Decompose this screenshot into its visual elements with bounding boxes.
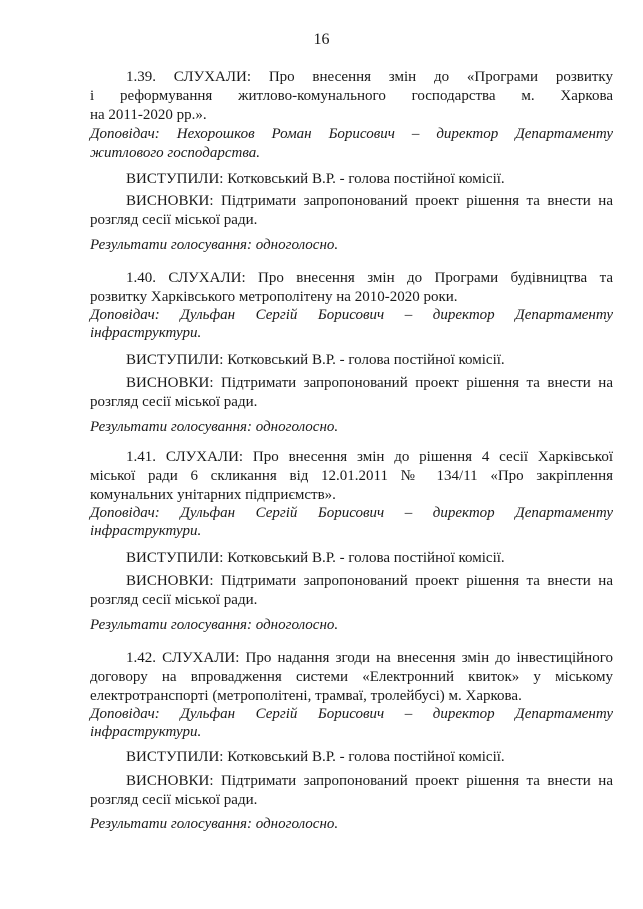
listened-line: договору на впровадження системи «Електронний квиток» у міському	[90, 669, 613, 685]
listened-line: 1.41. СЛУХАЛИ: Про внесення змін до рішення 4 сесії Харківської	[126, 449, 613, 465]
vote-result: Результати голосування: одноголосно.	[90, 419, 339, 435]
listened-line: комунальних унітарних підприємств».	[90, 487, 336, 503]
conclusions-line: розгляд сесії міської ради.	[90, 394, 258, 410]
listened-line: на 2011-2020 рр.».	[90, 107, 207, 123]
conclusions-line: розгляд сесії міської ради.	[90, 212, 258, 228]
listened-line: 1.42. СЛУХАЛИ: Про надання згоди на внесення змін до інвестиційного	[126, 650, 613, 666]
conclusions-line: ВИСНОВКИ: Підтримати запропонований проект рішення та внести на	[126, 773, 613, 789]
reporter-line: інфраструктури.	[90, 325, 202, 341]
listened-line: і реформування житлово-комунального господарства м. Харкова	[90, 88, 613, 104]
reporter-line: Доповідач: Дульфан Сергій Борисович – директор Департаменту	[90, 307, 613, 323]
reporter-line: Доповідач: Дульфан Сергій Борисович – директор Департаменту	[90, 706, 613, 722]
conclusions-line: ВИСНОВКИ: Підтримати запропонований проект рішення та внести на	[126, 375, 613, 391]
listened-line: 1.39. СЛУХАЛИ: Про внесення змін до «Програми розвитку	[126, 69, 613, 85]
vote-result: Результати голосування: одноголосно.	[90, 237, 339, 253]
reporter-line: Доповідач: Нехорошков Роман Борисович – директор Департаменту	[90, 126, 613, 142]
reporter-line: житлового господарства.	[90, 145, 260, 161]
page-number: 16	[313, 31, 330, 48]
spoke-line: ВИСТУПИЛИ: Котковський В.Р. - голова постійної комісії.	[126, 550, 505, 566]
listened-line: електротранспорті (метрополітені, трамваї, тролейбусі) м. Харкова.	[90, 688, 522, 704]
conclusions-line: розгляд сесії міської ради.	[90, 592, 258, 608]
reporter-line: інфраструктури.	[90, 523, 202, 539]
spoke-line: ВИСТУПИЛИ: Котковський В.Р. - голова постійної комісії.	[126, 749, 505, 765]
spoke-line: ВИСТУПИЛИ: Котковський В.Р. - голова постійної комісії.	[126, 352, 505, 368]
listened-line: розвитку Харківського метрополітену на 2010-2020 роки.	[90, 289, 458, 305]
conclusions-line: ВИСНОВКИ: Підтримати запропонований проект рішення та внести на	[126, 193, 613, 209]
listened-line: 1.40. СЛУХАЛИ: Про внесення змін до Програми будівництва та	[126, 270, 613, 286]
conclusions-line: ВИСНОВКИ: Підтримати запропонований проект рішення та внести на	[126, 573, 613, 589]
vote-result: Результати голосування: одноголосно.	[90, 617, 339, 633]
spoke-line: ВИСТУПИЛИ: Котковський В.Р. - голова постійної комісії.	[126, 171, 505, 187]
reporter-line: інфраструктури.	[90, 724, 202, 740]
conclusions-line: розгляд сесії міської ради.	[90, 792, 258, 808]
reporter-line: Доповідач: Дульфан Сергій Борисович – директор Департаменту	[90, 505, 613, 521]
vote-result: Результати голосування: одноголосно.	[90, 816, 339, 832]
listened-line: міської ради 6 скликання від 12.01.2011 № 134/11 «Про закріплення	[90, 468, 613, 484]
